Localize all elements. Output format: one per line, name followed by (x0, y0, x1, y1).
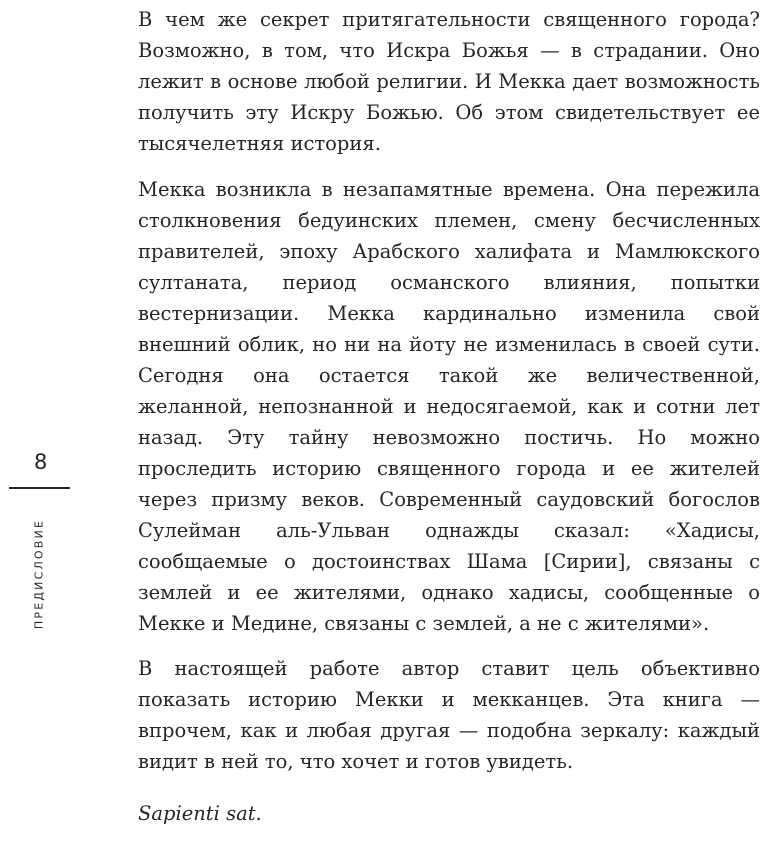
margin-rule (9, 487, 70, 489)
closing-phrase: Sapienti sat. (138, 802, 262, 825)
paragraph-2: Мекка возникла в незапамятные времена. Она пережила столкновения бедуинских племен, смену бесчисленных правителей, эпоху Арабского халифата и Мамлюкского султаната, период османского влияния, попытки вестернизации. Мекка кардинально изменила свой внешний облик, но ни на йоту не изменилась в своей сути. Сегодня она остается такой же величественной, желанной, непознанной и недосягаемой, как и сотни лет назад. Эту тайну невозможно постичь. Но можно проследить историю священного города и ее жителей через призму веков. Современный саудовский богослов Сулейман аль-Ульван однажды сказал: «Хадисы, сообщаемые о достоинствах Шама [Сирии], связаны с землей и ее жителями, однако хадисы, сообщенные о Мекке и Медине, связаны с землей, а не с жителями». (138, 178, 760, 635)
paragraph-3: В настоящей работе автор ставит цель объективно показать историю Мекки и мекканцев. Эта книга — впрочем, как и любая другая — подобна зеркалу: каждый видит в ней то, что хочет и готов увидеть. (138, 657, 760, 773)
paragraph-1: В чем же секрет притягательности священного города? Возможно, в том, что Искра Божья — в страдании. Оно лежит в основе любой религии. И Мекка дает возможность получить эту Искру Божью. Об этом свидетельствует ее тысячелетняя история. (138, 8, 760, 155)
page-number: 8 (34, 450, 48, 474)
running-section-label: ПРЕДИСЛОВИЕ (32, 518, 46, 630)
